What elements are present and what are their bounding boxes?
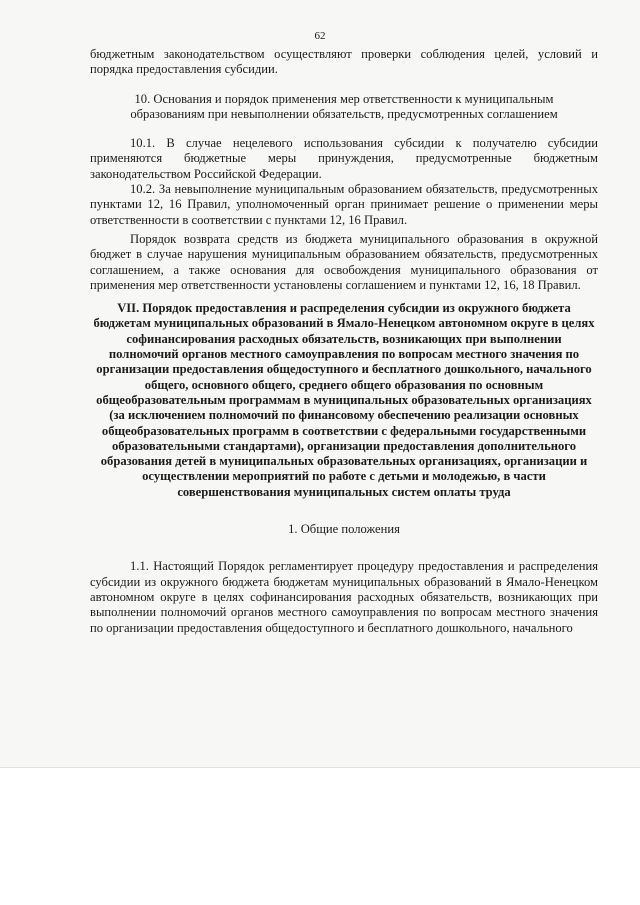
section-vii-heading: VII. Порядок предоставления и распределения субсидии из окружного бюджета бюджетам муниципальных образований в Ямало-Ненецком автономном округе в целях софинансирования расходных обязательств, возникающих при выполнении полномочий органов местного самоуправления по вопросам местного значения по организации предоставления общедоступного и бесплатного дошкольного, начального общего, основного общего, среднего общего образования по основным общеобразовательным программам в муниципальных образовательных организациях (за исключением полномочий по финансовому обеспечению реализации основных общеобразовательных программ в соответствии с федеральными государственными образовательными стандартами), организации предоставления дополнительного образования детей в муниципальных образовательных организациях, организации и осуществлении мероприятий по работе с детьми и молодежью, в части совершенствования муниципальных систем оплаты труда [93, 301, 595, 499]
page-number: 62 [314, 30, 326, 42]
paragraph-10-1: 10.1. В случае нецелевого использования субсидии к получателю субсидии применяются бюджетные меры принуждения, предусмотренные бюджетным законодательством Российской Федерации. [90, 136, 598, 181]
paragraph-1-1: 1.1. Настоящий Порядок регламентирует процедуру предоставления и распределения субсидии из окружного бюджета бюджетам муниципальных образований в Ямало-Ненецком автономном округе в целях софинансирования расходных обязательств, возникающих при выполнении полномочий органов местного самоуправления по вопросам местного значения по организации предоставления общедоступного и бесплатного дошкольного, начального [90, 559, 598, 635]
section-10-heading: 10. Основания и порядок применения мер ответственности к муниципальным образованиям при невыполнении обязательств, предусмотренных соглашением [130, 91, 558, 121]
paragraph-10-2: 10.2. За невыполнение муниципальным образованием обязательств, предусмотренных пунктами 12, 16 Правил, уполномоченный орган принимает решение о применении меры ответственности в соответствии с пунктами 12, 16 Правил. [90, 182, 598, 227]
section-1-heading: 1. Общие положения [288, 522, 400, 537]
document-body [90, 47, 598, 636]
paragraph-return-procedure: Порядок возврата средств из бюджета муниципального образования в окружной бюджет в случае нарушения муниципальным образованием обязательств, предусмотренных соглашением, а также основания для освобождения муниципального образования от применения мер ответственности установлены соглашением и пунктами 12, 16, 18 Правил. [90, 231, 598, 292]
continuation-paragraph: бюджетным законодательством осуществляют проверки соблюдения целей, условий и порядка предоставления субсидии. [90, 47, 598, 77]
